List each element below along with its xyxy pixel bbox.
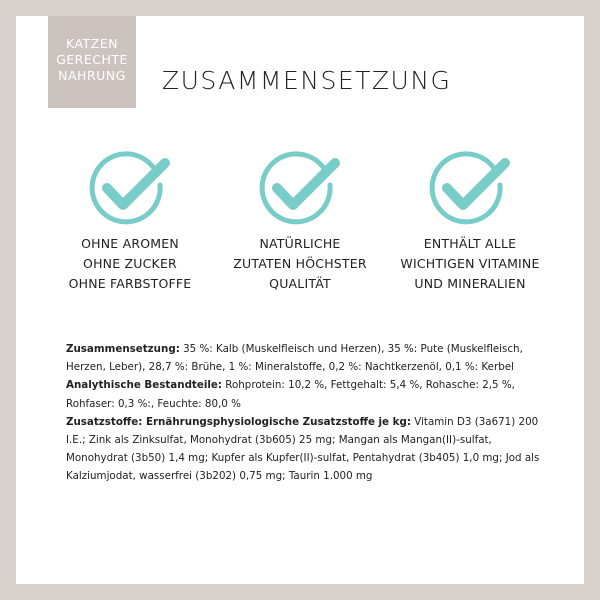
- composition-paragraph: [66, 340, 542, 376]
- feature-label-line: ZUTATEN HÖCHSTER: [233, 256, 367, 271]
- badge-line: NAHRUNG: [58, 68, 126, 83]
- composition-label: Zusammensetzung:: [66, 343, 180, 355]
- feature-label-line: WICHTIGEN VITAMINE: [400, 256, 540, 271]
- feature-label-line: QUALITÄT: [269, 276, 331, 291]
- feature-label-line: OHNE FARBSTOFFE: [68, 276, 192, 291]
- feature-label-line: UND MINERALIEN: [414, 276, 526, 291]
- additives-label: Zusatzstoffe: Ernährungsphysiologische Zusatzstoffe je kg:: [66, 415, 411, 428]
- feature-label: [45, 234, 215, 294]
- feature-label-line: NATÜRLICHE: [259, 236, 341, 251]
- feature-natural-ingredients: [215, 148, 385, 294]
- analytical-paragraph: [66, 376, 542, 412]
- check-circle-icon: [215, 148, 385, 230]
- analytical-label: Analythische Bestandteile:: [66, 379, 223, 392]
- feature-label: [215, 234, 385, 294]
- feature-label: [385, 234, 555, 294]
- composition-text: 35 %: Kalb (Muskelfleisch und Herzen), 35 %: Pute (Muskelfleisch, Herzen, Leber), 28,7 %: Brühe, 1 %: Mineralstoffe, 0,2 %: Nachtkerzenöl, 0,1 %: Kerbel: [66, 343, 523, 374]
- badge-line: KATZEN: [65, 36, 118, 51]
- additives-text: Vitamin D3 (3a671) 200 I.E.; Zink als Zinksulfat, Monohydrat (3b605) 25 mg; Mangan als Mangan(II)-sulfat, Monohydrat (3b50) 1,4 mg; Kupfer als Kupfer(II)-sulfat, Pentahydrat (3b405) 1,0 mg; Jod als Kalziumjodat, wasserfrei (3b202) 0,75 mg; Taurin 1.000 mg: [66, 415, 540, 483]
- check-circle-icon: [45, 148, 215, 230]
- page-title: ZUSAMMENSETZUNG: [162, 66, 452, 95]
- feature-label-line: OHNE ZUCKER: [83, 256, 177, 271]
- badge-line: GERECHTE: [56, 52, 128, 67]
- additives-paragraph: [66, 413, 542, 486]
- feature-no-additives: [45, 148, 215, 294]
- ingredients-details: [66, 340, 542, 486]
- feature-vitamins-minerals: [385, 148, 555, 294]
- analytical-text: Rohprotein: 10,2 %, Fettgehalt: 5,4 %, Rohasche: 2,5 %, Rohfaser: 0,3 %:, Feuchte: 80,0 %: [66, 379, 515, 410]
- brand-badge: [48, 16, 136, 108]
- feature-label-line: ENTHÄLT ALLE: [423, 236, 517, 251]
- feature-label-line: OHNE AROMEN: [81, 236, 179, 251]
- check-circle-icon: [385, 148, 555, 230]
